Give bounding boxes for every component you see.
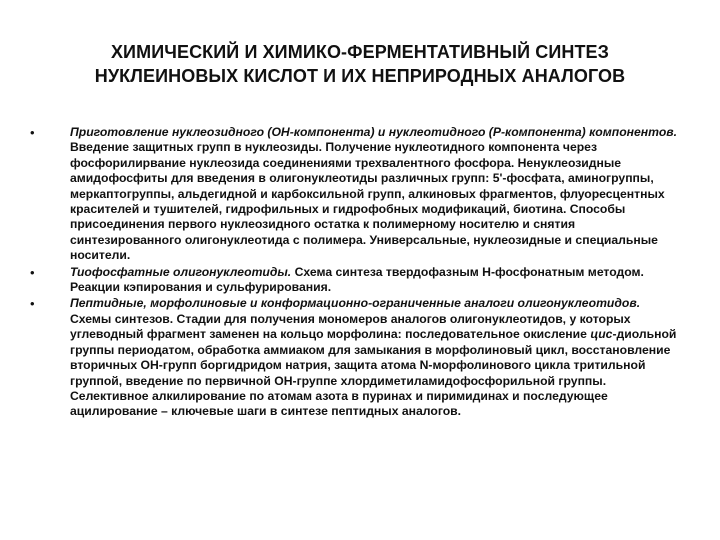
bullet-marker: • — [30, 264, 35, 280]
title-line-2: НУКЛЕИНОВЫХ КИСЛОТ И ИХ НЕПРИРОДНЫХ АНАЛОГОВ — [94, 66, 626, 86]
bullet-marker: • — [30, 296, 35, 312]
bullet-item — [30, 125, 678, 264]
bullet-item — [30, 265, 678, 296]
bullet-marker: • — [30, 125, 35, 140]
bullet-list — [30, 125, 678, 420]
bullet-text: Схемы синтезов. Стадии для получения мономеров аналогов олигонуклеотидов, у которых углеводный фрагмент заменен на кольцо морфолина: последовательное окисление — [70, 311, 631, 342]
title-line-1: ХИМИЧЕСКИЙ И ХИМИКО-ФЕРМЕНТАТИВНЫЙ СИНТЕЗ — [110, 42, 610, 62]
bullet-text: Схема синтеза твердофазным Н-фосфонатным методом. Реакции кэпирования и сульфурирования. — [70, 264, 644, 295]
bullet-lead: Пептидные, морфолиновые и конформационно-ограниченные аналоги олигонуклеотидов. — [70, 296, 641, 311]
slide-title — [40, 40, 680, 88]
bullet-item — [30, 296, 678, 419]
bullet-text: Введение защитных групп в нуклеозиды. Получение нуклеотидного компонента через фосфорилирвание нуклеозида соединениями трехвалентного фосфора. Ненуклеозидные амидофосфиты для введения в олигонуклеотиды различных групп: 5'-фосфата, аминогруппы, меркаптогруппы, альдегидной и карбоксильной групп, алкиновых фрагментов, флуоресцентных красителей и тушителей, гидрофильных и гидрофобных модификаций, биотина. Способы присоединения первого нуклеозидного остатка к полимерному носителю и снятия синтезированного олигонуклеотида с полимера. Универсальные, нуклеозидные и специальные носители. — [70, 140, 665, 263]
bullet-text-italic: цис — [590, 327, 613, 342]
bullet-text: -диольной группы периодатом, обработка аммиаком для замыкания в морфолиновый цикл, восстановление вторичных ОН-групп боргидридом натрия, защита атома N-морфолинового цикла тритильной группой, введение по первичной ОН-группе хлордиметиламидофосфорильной группы. Селективное алкилирование по атомам азота в пуринах и пиримидинах и последующее ацилирование – ключевые шаги в синтезе пептидных аналогов. — [70, 327, 677, 419]
bullet-lead: Тиофосфатные олигонуклеотиды. — [70, 264, 292, 279]
bullet-lead: Приготовление нуклеозидного (ОН-компонента) и нуклеотидного (Р-компонента) компонентов. — [70, 125, 678, 139]
